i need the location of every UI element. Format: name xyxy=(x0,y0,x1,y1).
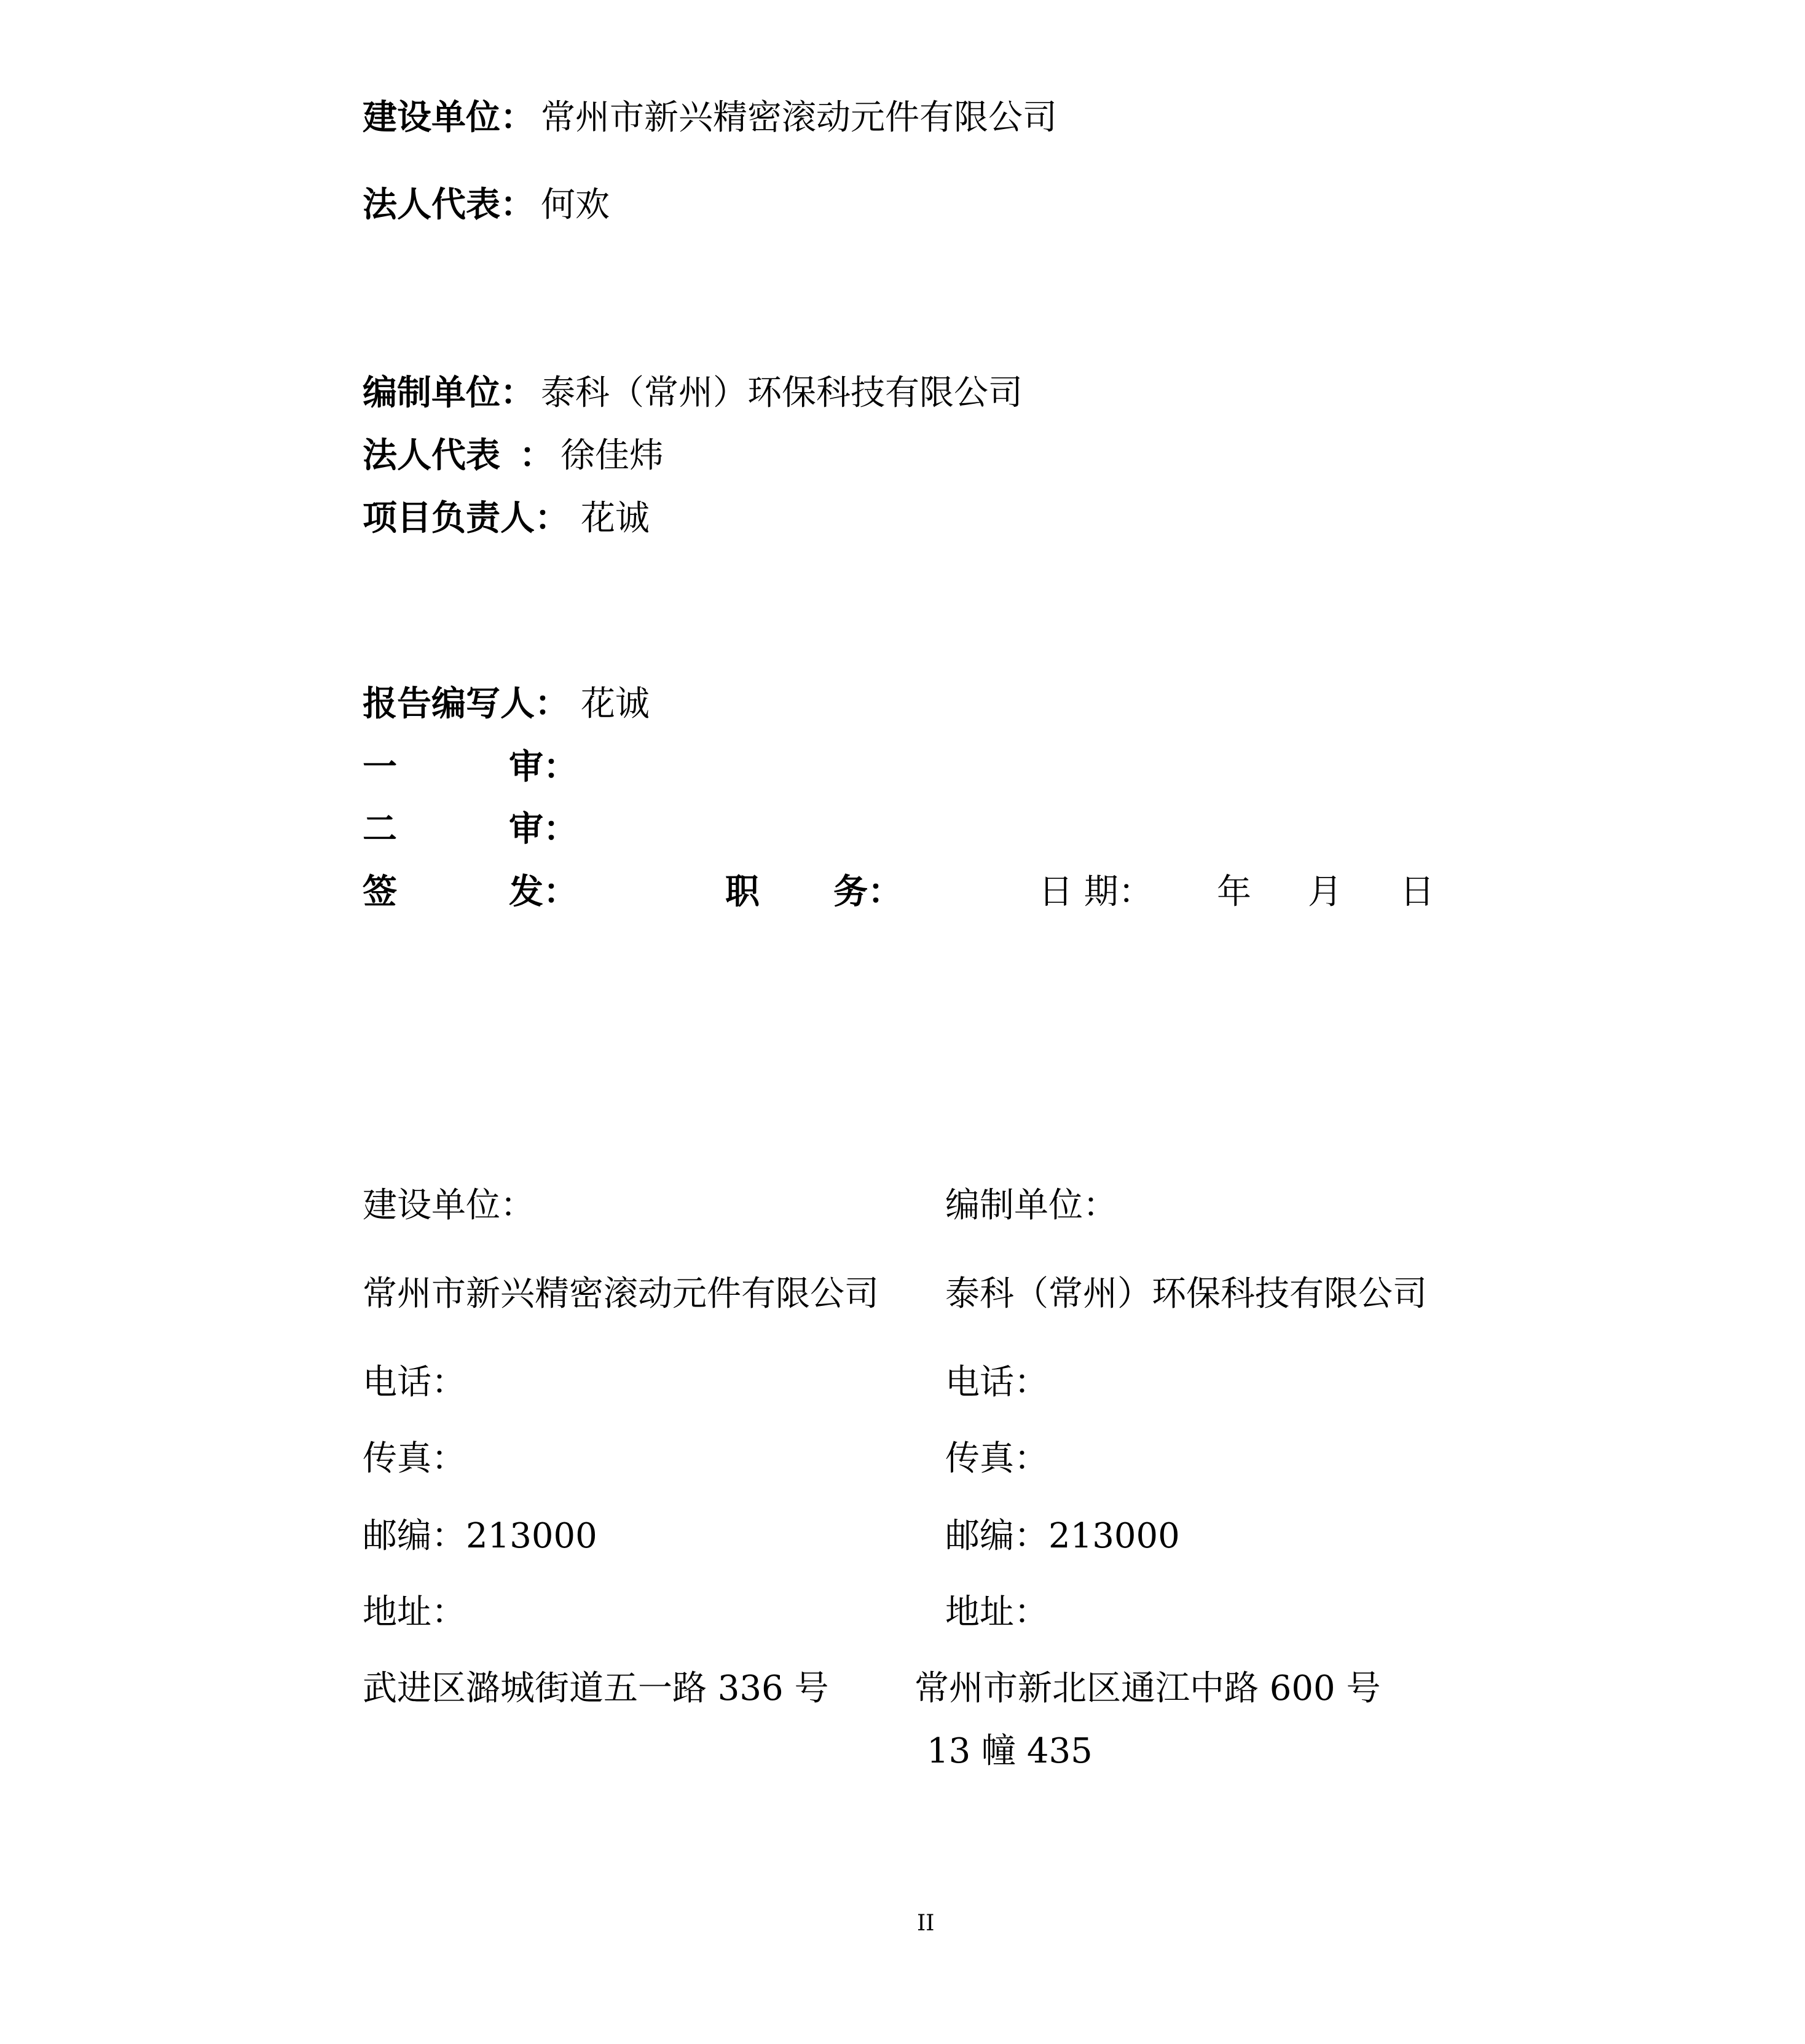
right-phone: 电话： xyxy=(945,1362,1048,1402)
left-fax: 传真： xyxy=(363,1439,466,1479)
editor-rep-value: 徐佳炜 xyxy=(560,436,664,476)
left-phone: 电话： xyxy=(363,1362,466,1402)
builder-value: 常州市新兴精密滚动元件有限公司 xyxy=(541,98,1057,138)
right-address-label: 地址： xyxy=(945,1592,1048,1632)
left-name: 常州市新兴精密滚动元件有限公司 xyxy=(363,1274,879,1314)
right-address-line2: 13 幢 435 xyxy=(927,1731,1093,1771)
builder-rep-label: 法人代表： xyxy=(363,185,535,225)
project-lead-label: 项目负责人： xyxy=(363,498,569,538)
editor-rep-colon: ： xyxy=(519,436,554,476)
editor-rep-label: 法人代表 xyxy=(363,436,500,476)
date-label: 日 期： xyxy=(1039,872,1153,912)
left-address-label: 地址： xyxy=(363,1592,466,1632)
post-label-b: 务： xyxy=(833,872,902,912)
date-year: 年 xyxy=(1217,872,1251,912)
writer-label: 报告编写人： xyxy=(363,684,569,724)
page-number: II xyxy=(917,1911,935,1936)
sign-label-a: 签 xyxy=(363,872,397,912)
right-heading: 编制单位： xyxy=(945,1185,1117,1225)
builder-label: 建设单位： xyxy=(363,98,535,138)
right-name: 泰科（常州）环保科技有限公司 xyxy=(945,1274,1427,1314)
writer-value: 花诚 xyxy=(581,684,650,724)
post-label-a: 职 xyxy=(725,872,760,912)
review2-label-b: 审： xyxy=(509,809,578,849)
sign-label-b: 发： xyxy=(509,872,578,912)
project-lead-value: 花诚 xyxy=(581,498,650,538)
right-postcode: 邮编：213000 xyxy=(945,1516,1180,1556)
right-address-line1: 常州市新北区通江中路 600 号 xyxy=(914,1669,1381,1708)
right-fax: 传真： xyxy=(945,1439,1048,1479)
builder-rep-value: 何欢 xyxy=(541,185,610,225)
left-address: 武进区潞城街道五一路 336 号 xyxy=(363,1669,829,1708)
left-heading: 建设单位： xyxy=(363,1185,535,1225)
date-month: 月 xyxy=(1308,872,1342,912)
editor-value: 泰科（常州）环保科技有限公司 xyxy=(541,373,1023,413)
review2-label-a: 二 xyxy=(363,809,397,849)
date-day: 日 xyxy=(1400,872,1434,912)
left-postcode: 邮编：213000 xyxy=(363,1516,597,1556)
editor-label: 编制单位： xyxy=(363,373,535,413)
review1-label-a: 一 xyxy=(363,747,397,787)
review1-label-b: 审： xyxy=(509,747,578,787)
